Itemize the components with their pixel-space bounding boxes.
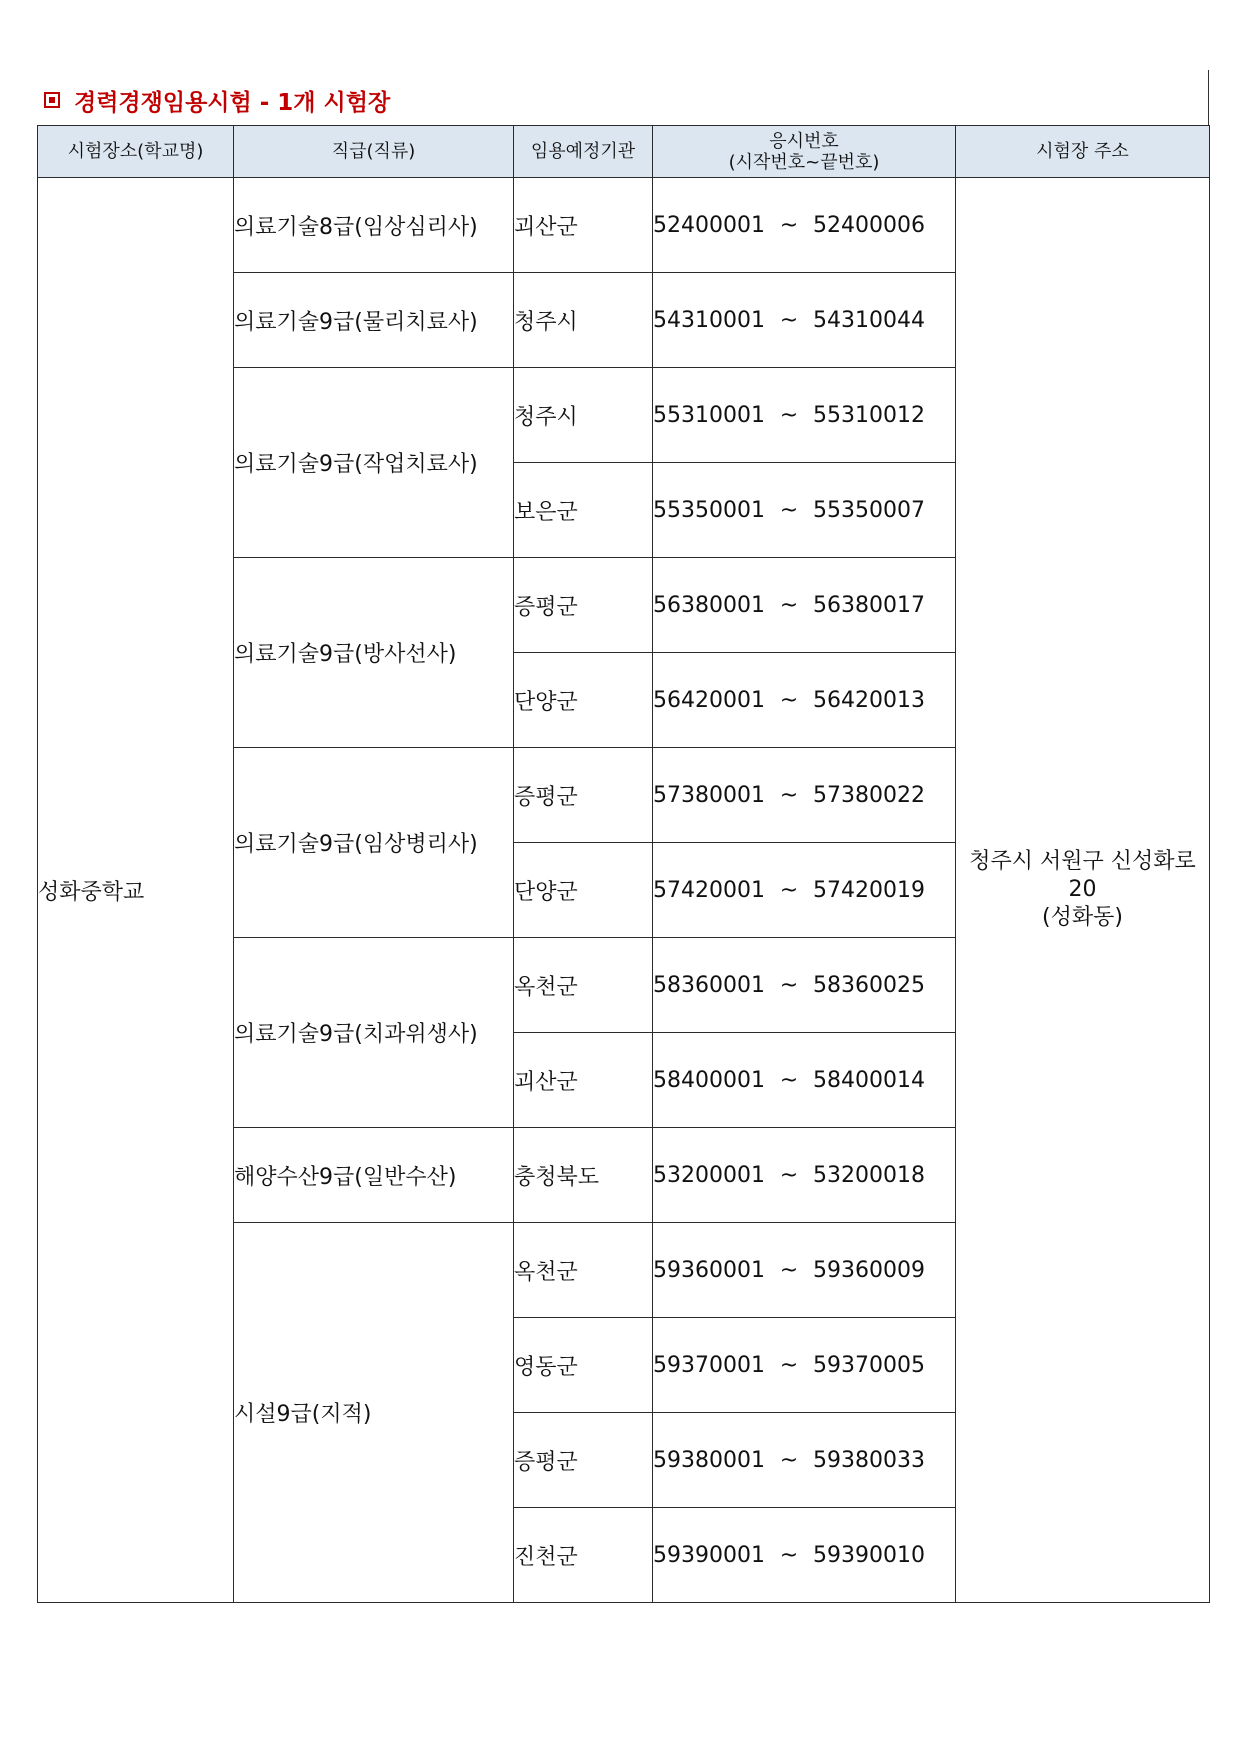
org-cell: 괴산군 [514,1033,653,1128]
number-start: 56380001 [653,592,765,618]
number-range-cell [653,748,956,843]
range-tilde: ~ [779,212,799,238]
number-start: 55350001 [653,497,765,523]
number-start: 52400001 [653,212,765,238]
org-cell: 진천군 [514,1508,653,1603]
number-range-cell [653,273,956,368]
number-end: 59390010 [812,1542,925,1568]
address-line1: 청주시 서원구 신성화로 [969,849,1196,874]
number-start: 59390001 [653,1542,765,1568]
grade-cell: 의료기술9급(방사선사) [234,558,514,748]
range-tilde: ~ [779,402,799,428]
grade-cell: 의료기술9급(임상병리사) [234,748,514,938]
number-start: 53200001 [653,1162,765,1188]
number-start: 59370001 [653,1352,765,1378]
number-start: 57380001 [653,782,765,808]
range-tilde: ~ [779,972,799,998]
number-start: 59380001 [653,1447,765,1473]
grade-cell: 의료기술9급(물리치료사) [234,273,514,368]
header-row [38,126,1210,178]
header-number-line1: 응시번호 [769,130,839,152]
grade-cell: 해양수산9급(일반수산) [234,1128,514,1223]
number-range-cell [653,1318,956,1413]
org-cell: 단양군 [514,653,653,748]
org-cell: 옥천군 [514,938,653,1033]
org-cell: 영동군 [514,1318,653,1413]
number-range-cell [653,1128,956,1223]
range-tilde: ~ [779,1257,799,1283]
number-start: 58400001 [653,1067,765,1093]
grade-cell: 의료기술8급(임상심리사) [234,178,514,273]
number-range-cell [653,938,956,1033]
org-cell: 단양군 [514,843,653,938]
range-tilde: ~ [779,497,799,523]
number-range-cell [653,1413,956,1508]
number-end: 55310012 [812,402,925,428]
org-cell: 보은군 [514,463,653,558]
number-start: 54310001 [653,307,765,333]
org-cell: 증평군 [514,558,653,653]
section-title [44,80,390,120]
number-end: 55350007 [812,497,925,523]
range-tilde: ~ [779,1542,799,1568]
address-line2: 20 [1068,877,1097,902]
range-tilde: ~ [779,307,799,333]
header-address: 시험장 주소 [956,126,1210,178]
org-cell: 충청북도 [514,1128,653,1223]
range-tilde: ~ [779,687,799,713]
org-cell: 괴산군 [514,178,653,273]
number-start: 58360001 [653,972,765,998]
number-range-cell [653,843,956,938]
number-start: 59360001 [653,1257,765,1283]
number-range-cell [653,653,956,748]
number-end: 59380033 [812,1447,925,1473]
grade-cell: 시설9급(지적) [234,1223,514,1603]
number-end: 54310044 [812,307,925,333]
range-tilde: ~ [779,1447,799,1473]
range-tilde: ~ [779,1067,799,1093]
number-range-cell [653,1508,956,1603]
org-cell: 청주시 [514,368,653,463]
number-start: 55310001 [653,402,765,428]
number-end: 59370005 [812,1352,925,1378]
grade-cell: 의료기술9급(작업치료사) [234,368,514,558]
page-right-rule [1208,70,1209,125]
number-range-cell [653,558,956,653]
range-tilde: ~ [779,1352,799,1378]
number-end: 53200018 [812,1162,925,1188]
org-cell: 증평군 [514,748,653,843]
number-range-cell [653,1223,956,1318]
header-number [653,126,956,178]
grade-cell: 의료기술9급(치과위생사) [234,938,514,1128]
header-grade: 직급(직류) [234,126,514,178]
number-end: 56380017 [812,592,925,618]
number-end: 59360009 [812,1257,925,1283]
number-range-cell [653,368,956,463]
number-range-cell [653,1033,956,1128]
table-row [38,178,1210,273]
number-end: 58360025 [812,972,925,998]
header-org: 임용예정기관 [514,126,653,178]
number-end: 57420019 [812,877,925,903]
header-number-line2: (시작번호~끝번호) [728,151,880,173]
org-cell: 증평군 [514,1413,653,1508]
number-range-cell [653,178,956,273]
range-tilde: ~ [779,592,799,618]
square-bullet-icon [44,92,60,108]
number-end: 58400014 [812,1067,925,1093]
org-cell: 옥천군 [514,1223,653,1318]
exam-address-cell [956,178,1210,1603]
number-start: 57420001 [653,877,765,903]
address-line3: (성화동) [1042,905,1123,930]
number-end: 52400006 [812,212,925,238]
org-cell: 청주시 [514,273,653,368]
range-tilde: ~ [779,877,799,903]
range-tilde: ~ [779,1162,799,1188]
range-tilde: ~ [779,782,799,808]
exam-place-cell: 성화중학교 [38,178,234,1603]
number-end: 57380022 [812,782,925,808]
number-start: 56420001 [653,687,765,713]
section-title-text: 경력경쟁임용시험 - 1개 시험장 [74,89,391,116]
exam-schedule-table [37,125,1210,1603]
number-range-cell [653,463,956,558]
number-end: 56420013 [812,687,925,713]
header-place: 시험장소(학교명) [38,126,234,178]
